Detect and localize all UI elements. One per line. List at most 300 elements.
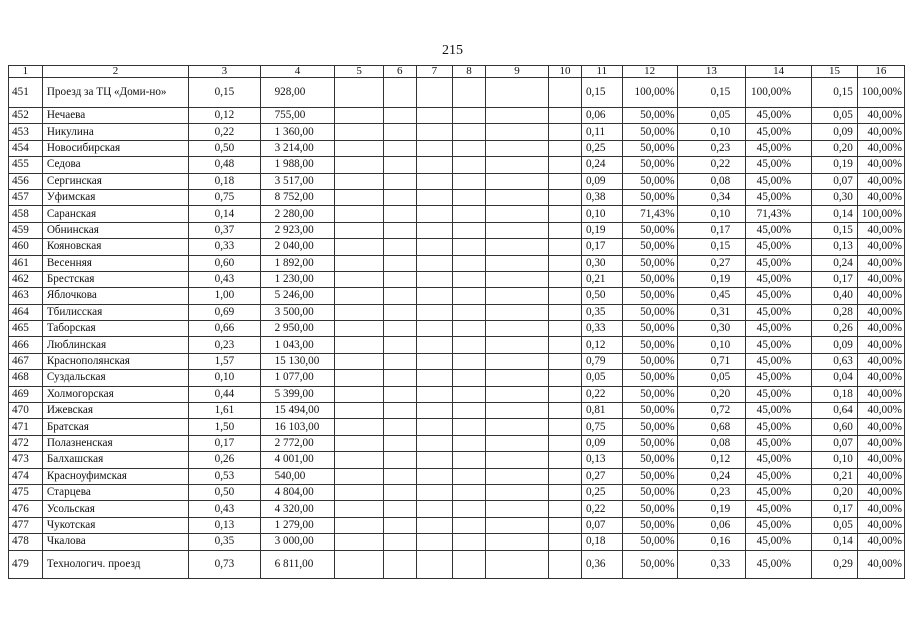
cell-col-15: 0,21 (812, 468, 858, 484)
empty-cell (383, 321, 416, 337)
empty-cell (416, 189, 453, 205)
column-number-5: 5 (335, 66, 383, 78)
cell-col-12: 50,00% (622, 501, 677, 517)
cell-col-15: 0,29 (812, 550, 858, 578)
empty-cell (335, 403, 383, 419)
empty-cell (549, 353, 582, 369)
empty-cell (335, 124, 383, 140)
cell-col-13: 0,19 (677, 501, 746, 517)
cell-col-14: 45,00% (746, 353, 812, 369)
empty-cell (416, 288, 453, 304)
empty-cell (485, 288, 548, 304)
cell-col-3: 1,61 (189, 403, 260, 419)
cell-col-11: 0,81 (581, 403, 622, 419)
cell-col-13: 0,27 (677, 255, 746, 271)
empty-cell (383, 173, 416, 189)
empty-cell (383, 140, 416, 156)
empty-cell (416, 534, 453, 550)
empty-cell (485, 337, 548, 353)
cell-col-4: 755,00 (260, 108, 335, 124)
cell-col-16: 40,00% (857, 255, 904, 271)
cell-col-4: 1 988,00 (260, 157, 335, 173)
cell-col-15: 0,15 (812, 78, 858, 108)
empty-cell (335, 419, 383, 435)
cell-col-1: 465 (9, 321, 43, 337)
column-number-3: 3 (189, 66, 260, 78)
cell-col-16: 40,00% (857, 321, 904, 337)
cell-col-2: Краснополянская (42, 353, 188, 369)
cell-col-1: 463 (9, 288, 43, 304)
cell-col-16: 40,00% (857, 157, 904, 173)
cell-col-3: 0,26 (189, 452, 260, 468)
cell-col-14: 45,00% (746, 173, 812, 189)
empty-cell (485, 78, 548, 108)
empty-cell (383, 189, 416, 205)
empty-cell (335, 550, 383, 578)
cell-col-12: 50,00% (622, 124, 677, 140)
empty-cell (453, 534, 486, 550)
empty-cell (453, 419, 486, 435)
cell-col-15: 0,07 (812, 435, 858, 451)
empty-cell (485, 321, 548, 337)
cell-col-14: 45,00% (746, 468, 812, 484)
empty-cell (335, 271, 383, 287)
empty-cell (335, 386, 383, 402)
empty-cell (549, 157, 582, 173)
cell-col-16: 40,00% (857, 370, 904, 386)
empty-cell (549, 452, 582, 468)
cell-col-12: 50,00% (622, 468, 677, 484)
column-number-8: 8 (453, 66, 486, 78)
table-row (9, 419, 905, 435)
column-number-row (9, 66, 905, 78)
cell-col-4: 4 001,00 (260, 452, 335, 468)
cell-col-15: 0,19 (812, 157, 858, 173)
cell-col-11: 0,22 (581, 501, 622, 517)
cell-col-14: 100,00% (746, 78, 812, 108)
cell-col-2: Красноуфимская (42, 468, 188, 484)
empty-cell (383, 271, 416, 287)
cell-col-1: 476 (9, 501, 43, 517)
cell-col-2: Брестская (42, 271, 188, 287)
cell-col-12: 100,00% (622, 78, 677, 108)
empty-cell (485, 517, 548, 533)
cell-col-12: 50,00% (622, 140, 677, 156)
cell-col-16: 40,00% (857, 484, 904, 500)
cell-col-12: 50,00% (622, 288, 677, 304)
cell-col-12: 50,00% (622, 108, 677, 124)
cell-col-3: 0,43 (189, 501, 260, 517)
cell-col-16: 40,00% (857, 452, 904, 468)
cell-col-4: 928,00 (260, 78, 335, 108)
cell-col-13: 0,15 (677, 78, 746, 108)
cell-col-3: 0,17 (189, 435, 260, 451)
cell-col-13: 0,16 (677, 534, 746, 550)
cell-col-15: 0,60 (812, 419, 858, 435)
table-row (9, 108, 905, 124)
column-number-7: 7 (416, 66, 453, 78)
empty-cell (549, 435, 582, 451)
cell-col-1: 460 (9, 239, 43, 255)
cell-col-4: 6 811,00 (260, 550, 335, 578)
empty-cell (485, 140, 548, 156)
empty-cell (416, 78, 453, 108)
cell-col-12: 50,00% (622, 435, 677, 451)
cell-col-13: 0,45 (677, 288, 746, 304)
cell-col-11: 0,79 (581, 353, 622, 369)
empty-cell (416, 173, 453, 189)
empty-cell (485, 206, 548, 222)
empty-cell (453, 157, 486, 173)
empty-cell (453, 370, 486, 386)
empty-cell (416, 337, 453, 353)
cell-col-14: 45,00% (746, 550, 812, 578)
cell-col-1: 454 (9, 140, 43, 156)
empty-cell (485, 189, 548, 205)
cell-col-2: Кояновская (42, 239, 188, 255)
empty-cell (453, 403, 486, 419)
empty-cell (335, 173, 383, 189)
cell-col-11: 0,17 (581, 239, 622, 255)
empty-cell (453, 501, 486, 517)
empty-cell (335, 468, 383, 484)
cell-col-16: 40,00% (857, 419, 904, 435)
cell-col-1: 472 (9, 435, 43, 451)
cell-col-15: 0,17 (812, 501, 858, 517)
empty-cell (416, 353, 453, 369)
empty-cell (549, 108, 582, 124)
empty-cell (335, 140, 383, 156)
empty-cell (416, 222, 453, 238)
empty-cell (549, 78, 582, 108)
cell-col-12: 50,00% (622, 386, 677, 402)
cell-col-15: 0,63 (812, 353, 858, 369)
empty-cell (335, 222, 383, 238)
cell-col-13: 0,12 (677, 452, 746, 468)
empty-cell (453, 222, 486, 238)
cell-col-15: 0,05 (812, 517, 858, 533)
table-row (9, 271, 905, 287)
table-row (9, 206, 905, 222)
empty-cell (335, 370, 383, 386)
cell-col-11: 0,18 (581, 534, 622, 550)
cell-col-13: 0,34 (677, 189, 746, 205)
empty-cell (383, 108, 416, 124)
table-row (9, 468, 905, 484)
empty-cell (485, 435, 548, 451)
empty-cell (416, 501, 453, 517)
empty-cell (549, 403, 582, 419)
column-number-11: 11 (581, 66, 622, 78)
cell-col-3: 0,48 (189, 157, 260, 173)
cell-col-13: 0,06 (677, 517, 746, 533)
cell-col-16: 40,00% (857, 304, 904, 320)
cell-col-1: 456 (9, 173, 43, 189)
cell-col-4: 8 752,00 (260, 189, 335, 205)
empty-cell (335, 337, 383, 353)
table-row (9, 386, 905, 402)
empty-cell (549, 206, 582, 222)
column-number-1: 1 (9, 66, 43, 78)
cell-col-2: Тбилисская (42, 304, 188, 320)
empty-cell (549, 189, 582, 205)
empty-cell (453, 321, 486, 337)
cell-col-2: Ижевская (42, 403, 188, 419)
cell-col-11: 0,30 (581, 255, 622, 271)
cell-col-14: 45,00% (746, 255, 812, 271)
cell-col-12: 50,00% (622, 484, 677, 500)
cell-col-16: 40,00% (857, 108, 904, 124)
cell-col-16: 100,00% (857, 206, 904, 222)
cell-col-16: 40,00% (857, 173, 904, 189)
cell-col-1: 474 (9, 468, 43, 484)
cell-col-4: 4 804,00 (260, 484, 335, 500)
empty-cell (416, 304, 453, 320)
cell-col-14: 45,00% (746, 452, 812, 468)
cell-col-11: 0,09 (581, 173, 622, 189)
cell-col-15: 0,09 (812, 124, 858, 140)
cell-col-11: 0,22 (581, 386, 622, 402)
table-row (9, 517, 905, 533)
empty-cell (453, 435, 486, 451)
cell-col-14: 45,00% (746, 222, 812, 238)
empty-cell (383, 222, 416, 238)
empty-cell (383, 157, 416, 173)
cell-col-15: 0,09 (812, 337, 858, 353)
empty-cell (485, 239, 548, 255)
cell-col-4: 2 280,00 (260, 206, 335, 222)
cell-col-2: Уфимская (42, 189, 188, 205)
empty-cell (335, 321, 383, 337)
empty-cell (485, 403, 548, 419)
empty-cell (453, 386, 486, 402)
cell-col-12: 50,00% (622, 239, 677, 255)
cell-col-12: 50,00% (622, 534, 677, 550)
cell-col-14: 45,00% (746, 403, 812, 419)
empty-cell (453, 288, 486, 304)
cell-col-4: 2 950,00 (260, 321, 335, 337)
empty-cell (383, 435, 416, 451)
cell-col-13: 0,24 (677, 468, 746, 484)
cell-col-15: 0,64 (812, 403, 858, 419)
empty-cell (383, 337, 416, 353)
table-row (9, 321, 905, 337)
empty-cell (549, 550, 582, 578)
cell-col-11: 0,50 (581, 288, 622, 304)
cell-col-1: 462 (9, 271, 43, 287)
cell-col-12: 50,00% (622, 452, 677, 468)
cell-col-3: 0,60 (189, 255, 260, 271)
cell-col-3: 1,57 (189, 353, 260, 369)
cell-col-3: 0,15 (189, 78, 260, 108)
empty-cell (453, 173, 486, 189)
cell-col-11: 0,09 (581, 435, 622, 451)
empty-cell (416, 468, 453, 484)
empty-cell (335, 78, 383, 108)
cell-col-15: 0,15 (812, 222, 858, 238)
cell-col-11: 0,75 (581, 419, 622, 435)
empty-cell (549, 239, 582, 255)
table-row (9, 239, 905, 255)
cell-col-13: 0,08 (677, 435, 746, 451)
cell-col-2: Суздальская (42, 370, 188, 386)
empty-cell (453, 140, 486, 156)
cell-col-14: 45,00% (746, 435, 812, 451)
cell-col-15: 0,20 (812, 140, 858, 156)
empty-cell (549, 337, 582, 353)
table-row (9, 370, 905, 386)
cell-col-13: 0,05 (677, 108, 746, 124)
cell-col-16: 40,00% (857, 468, 904, 484)
cell-col-12: 50,00% (622, 403, 677, 419)
table-row (9, 304, 905, 320)
cell-col-4: 15 494,00 (260, 403, 335, 419)
cell-col-14: 45,00% (746, 271, 812, 287)
empty-cell (416, 370, 453, 386)
column-number-12: 12 (622, 66, 677, 78)
empty-cell (416, 255, 453, 271)
cell-col-13: 0,20 (677, 386, 746, 402)
cell-col-4: 2 040,00 (260, 239, 335, 255)
cell-col-4: 5 246,00 (260, 288, 335, 304)
cell-col-12: 50,00% (622, 255, 677, 271)
cell-col-3: 0,35 (189, 534, 260, 550)
empty-cell (416, 419, 453, 435)
cell-col-2: Весенняя (42, 255, 188, 271)
empty-cell (383, 78, 416, 108)
cell-col-11: 0,11 (581, 124, 622, 140)
cell-col-16: 40,00% (857, 239, 904, 255)
cell-col-1: 475 (9, 484, 43, 500)
empty-cell (416, 452, 453, 468)
cell-col-13: 0,30 (677, 321, 746, 337)
empty-cell (453, 239, 486, 255)
cell-col-1: 477 (9, 517, 43, 533)
cell-col-2: Братская (42, 419, 188, 435)
cell-col-3: 0,53 (189, 468, 260, 484)
cell-col-15: 0,14 (812, 206, 858, 222)
empty-cell (485, 501, 548, 517)
empty-cell (416, 140, 453, 156)
cell-col-16: 40,00% (857, 124, 904, 140)
cell-col-3: 0,50 (189, 484, 260, 500)
cell-col-14: 45,00% (746, 157, 812, 173)
cell-col-11: 0,21 (581, 271, 622, 287)
table-row (9, 353, 905, 369)
empty-cell (416, 403, 453, 419)
cell-col-14: 45,00% (746, 288, 812, 304)
empty-cell (416, 484, 453, 500)
page-number: 215 (442, 43, 463, 58)
cell-col-16: 40,00% (857, 501, 904, 517)
cell-col-16: 40,00% (857, 534, 904, 550)
empty-cell (383, 370, 416, 386)
empty-cell (453, 206, 486, 222)
empty-cell (485, 108, 548, 124)
column-number-4: 4 (260, 66, 335, 78)
table-row (9, 435, 905, 451)
empty-cell (383, 304, 416, 320)
empty-cell (485, 222, 548, 238)
cell-col-11: 0,15 (581, 78, 622, 108)
empty-cell (383, 534, 416, 550)
cell-col-13: 0,19 (677, 271, 746, 287)
cell-col-13: 0,31 (677, 304, 746, 320)
cell-col-11: 0,10 (581, 206, 622, 222)
cell-col-13: 0,72 (677, 403, 746, 419)
cell-col-13: 0,22 (677, 157, 746, 173)
empty-cell (416, 435, 453, 451)
cell-col-2: Чкалова (42, 534, 188, 550)
table-row (9, 173, 905, 189)
cell-col-3: 1,50 (189, 419, 260, 435)
empty-cell (383, 206, 416, 222)
cell-col-13: 0,23 (677, 484, 746, 500)
empty-cell (335, 108, 383, 124)
empty-cell (416, 124, 453, 140)
cell-col-1: 464 (9, 304, 43, 320)
cell-col-4: 2 923,00 (260, 222, 335, 238)
cell-col-13: 0,10 (677, 206, 746, 222)
cell-col-16: 40,00% (857, 222, 904, 238)
cell-col-1: 458 (9, 206, 43, 222)
cell-col-3: 0,14 (189, 206, 260, 222)
cell-col-13: 0,71 (677, 353, 746, 369)
cell-col-3: 0,75 (189, 189, 260, 205)
cell-col-1: 452 (9, 108, 43, 124)
column-number-15: 15 (812, 66, 858, 78)
cell-col-2: Нечаева (42, 108, 188, 124)
cell-col-2: Таборская (42, 321, 188, 337)
empty-cell (549, 124, 582, 140)
empty-cell (549, 386, 582, 402)
cell-col-1: 466 (9, 337, 43, 353)
cell-col-4: 16 103,00 (260, 419, 335, 435)
empty-cell (453, 550, 486, 578)
cell-col-4: 3 214,00 (260, 140, 335, 156)
cell-col-15: 0,05 (812, 108, 858, 124)
empty-cell (549, 255, 582, 271)
cell-col-1: 469 (9, 386, 43, 402)
empty-cell (453, 124, 486, 140)
cell-col-16: 40,00% (857, 140, 904, 156)
cell-col-2: Седова (42, 157, 188, 173)
empty-cell (549, 484, 582, 500)
column-number-6: 6 (383, 66, 416, 78)
empty-cell (335, 239, 383, 255)
empty-cell (549, 501, 582, 517)
cell-col-14: 71,43% (746, 206, 812, 222)
cell-col-4: 1 077,00 (260, 370, 335, 386)
empty-cell (453, 353, 486, 369)
empty-cell (335, 157, 383, 173)
cell-col-11: 0,19 (581, 222, 622, 238)
empty-cell (383, 468, 416, 484)
cell-col-15: 0,18 (812, 386, 858, 402)
cell-col-16: 40,00% (857, 337, 904, 353)
cell-col-14: 45,00% (746, 321, 812, 337)
cell-col-14: 45,00% (746, 419, 812, 435)
empty-cell (383, 517, 416, 533)
cell-col-14: 45,00% (746, 517, 812, 533)
empty-cell (485, 419, 548, 435)
empty-cell (549, 517, 582, 533)
empty-cell (335, 353, 383, 369)
cell-col-16: 40,00% (857, 403, 904, 419)
cell-col-15: 0,07 (812, 173, 858, 189)
empty-cell (485, 386, 548, 402)
empty-cell (383, 484, 416, 500)
